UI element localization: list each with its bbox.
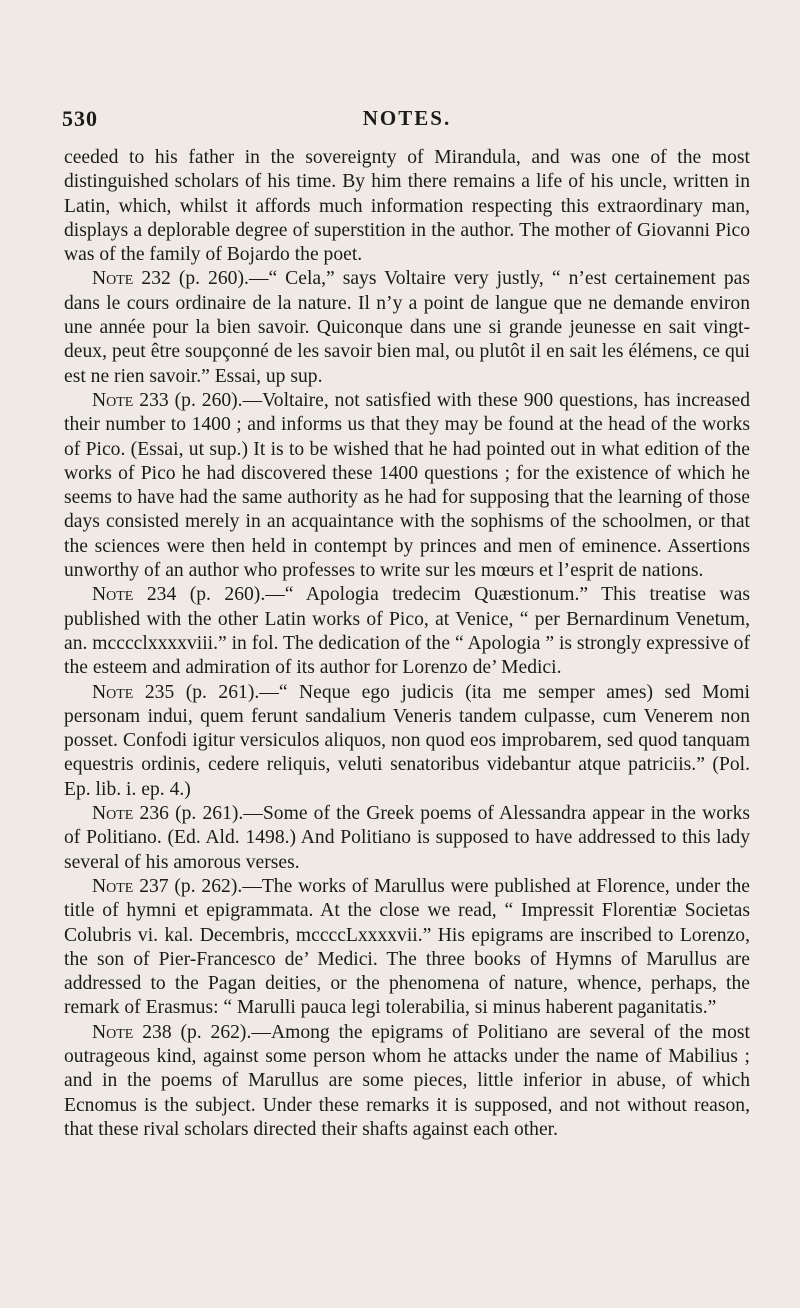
note-text: 238 (p. 262).—Among the epigrams of Politiano are several of the most outrageous kind, against some person whom he attacks under the name of Mabilius ; and in the poems of Marullus are some pieces, little inferior in abuse, of which Ecnomus is the subject. Under these remarks it is supposed, and not without reason, that these rival scholars directed their shafts against each other. (64, 1021, 750, 1140)
running-title: NOTES. (362, 106, 452, 130)
note-text: 236 (p. 261).—Some of the Greek poems of Alessandra appear in the works of Politiano. (Ed. Ald. 1498.) And Politiano is supposed to have addressed to this lady several of his amorous verses. (64, 803, 750, 873)
paragraph-continuation (64, 146, 750, 267)
page-number: 530 (62, 106, 98, 131)
note-label: Note (92, 1021, 134, 1043)
note-text: 235 (p. 261).—“ Neque ego judicis (ita me semper ames) sed Momi personam indui, quem ferunt sandalium Veneris tandem culpasse, cum Venerem non posset. Confodi igitur versiculos aliquos, non quod eos improbarem, sed quod tanquam equestris ordinis, cedere reliquis, veluti senatoribus videbantur atque patriciis.” (Pol. Ep. lib. i. ep. 4.) (64, 681, 750, 800)
note-label: Note (92, 875, 134, 897)
note-text: 232 (p. 260).—“ Cela,” says Voltaire very justly, “ n’est certainement pas dans le cours ordinaire de la nature. Il n’y a point de langue que ne demande environ une année pour la bien savoir. Quiconque dans une si grande jeunesse en sait vingt-deux, peut être soupçonné de les savoir bien mal, ou plutôt il en sait les élémens, ce qui est ne rien savoir.” Essai, up sup. (64, 268, 750, 387)
note-label: Note (92, 268, 134, 290)
note-text: 233 (p. 260).—Voltaire, not satisfied with these 900 questions, has increased their number to 1400 ; and informs us that they may be found at the head of the works of Pico. (Essai, ut sup.) It is to be wished that he had pointed out in what edition of the works of Pico he had discovered these 1400 questions ; for the existence of which he seems to have had the same authority as he had for supposing that the learning of those days consisted merely in an acquaintance with the sophisms of the schoolmen, or that the sciences were then held in contempt by princes and men of eminence. Assertions unworthy of an author who professes to write sur les mœurs et l’esprit de nations. (64, 389, 750, 582)
note-label: Note (92, 803, 134, 825)
note-237 (64, 875, 750, 1021)
note-label: Note (92, 584, 134, 606)
note-text: 237 (p. 262).—The works of Marullus were published at Florence, under the title of hymni et epigrammata. At the close we read, “ Impressit Florentiæ Societas Colubris vi. kal. Decembris, mccccLxxxxvii.” His epigrams are inscribed to Lorenzo, the son of Pier-Francesco de’ Medici. The three books of Hymns of Marullus are addressed to the Pagan deities, or the phenomena of nature, whence, perhaps, the remark of Erasmus: “ Marulli pauca legi tolerabilia, si minus haberent paganitatis.” (64, 875, 750, 1019)
note-236 (64, 802, 750, 875)
running-head (62, 106, 752, 136)
note-238 (64, 1021, 750, 1142)
paragraph-text: ceeded to his father in the sovereignty of Mirandula, and was one of the most distinguished scholars of his time. By him there remains a life of his uncle, written in Latin, which, whilst it affords much information respecting this extraordinary man, displays a deplorable degree of superstition in the author. The mother of Giovanni Pico was of the family of Bojardo the poet. (64, 147, 750, 266)
note-235 (64, 681, 750, 802)
note-text: 234 (p. 260).—“ Apologia tredecim Quæstionum.” This treatise was published with the other Latin works of Pico, at Venice, “ per Bernardinum Venetum, an. mcccclxxxxviii.” in fol. The dedication of the “ Apologia ” is strongly expressive of the esteem and admiration of its author for Lorenzo de’ Medici. (64, 584, 750, 679)
note-233 (64, 389, 750, 583)
note-232 (64, 267, 750, 388)
note-label: Note (92, 389, 134, 411)
notes-body (64, 146, 750, 1142)
note-234 (64, 583, 750, 680)
note-label: Note (92, 681, 134, 703)
